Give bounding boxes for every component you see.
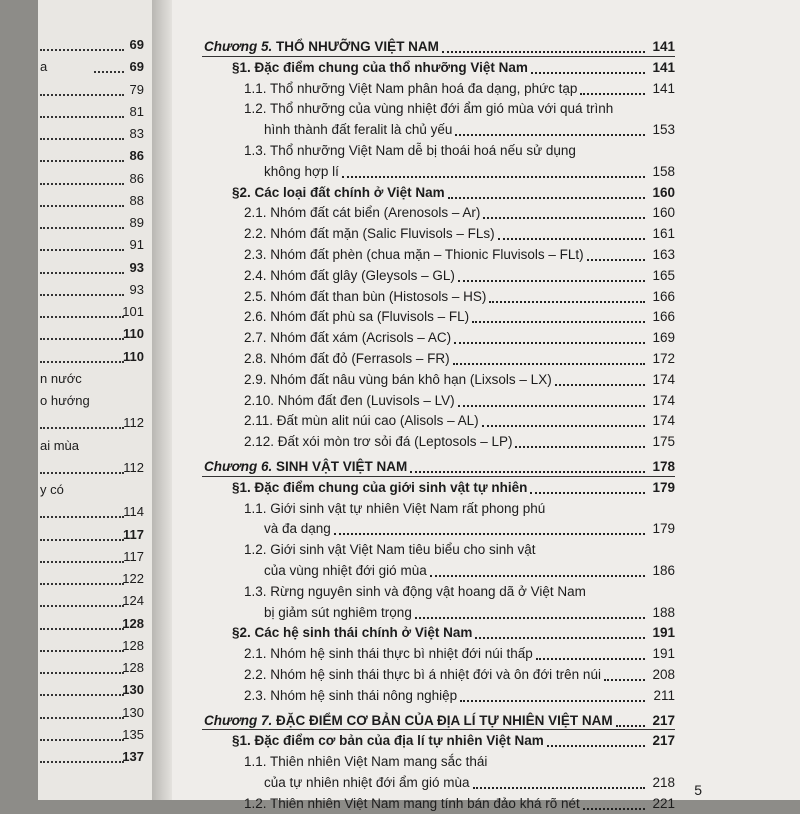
left-page-row: [38, 169, 144, 189]
entry-page-number: 188: [652, 604, 675, 620]
left-page-row: [38, 525, 144, 545]
left-page-row: [38, 235, 144, 255]
entry-page-number: 174: [652, 392, 675, 408]
dot-leader: [40, 160, 124, 162]
dot-leader: [40, 717, 124, 719]
left-page-row-page: 69: [129, 37, 144, 52]
entry-page-number: 163: [652, 247, 675, 262]
entry-title: 2.3. Nhóm hệ sinh thái nông nghiệp: [244, 687, 458, 703]
entry-page-number: 211: [653, 687, 675, 703]
entry-title: của vùng nhiệt đới gió mùa: [264, 563, 427, 578]
toc-item: [244, 349, 675, 369]
entry-title: 2.12. Đất xói mòn trơ sỏi đá (Leptosols – LP): [244, 434, 513, 450]
dot-leader: [40, 694, 124, 696]
dot-leader: [430, 575, 645, 577]
entry-title: 2.3. Nhóm đất phèn (chua mặn – Thionic Fluvisols – FLt): [244, 247, 584, 262]
left-page-row-page: 89: [129, 215, 144, 230]
dot-leader: [460, 700, 645, 702]
dot-leader: [442, 51, 645, 53]
dot-leader: [587, 259, 645, 261]
entry-title: 1.3. Thổ nhưỡng Việt Nam dễ bị thoái hoá nếu sử dụng: [244, 143, 576, 158]
toc-item: [244, 752, 675, 772]
dot-leader: [40, 561, 124, 563]
entry-title: của tự nhiên nhiệt đới ẩm gió mùa: [264, 775, 470, 790]
left-page-row: [38, 347, 144, 367]
dot-leader: [616, 725, 645, 727]
dot-leader: [483, 217, 645, 219]
left-page-row: [38, 302, 144, 322]
dot-leader: [40, 672, 124, 674]
dot-leader: [334, 533, 645, 535]
entry-page-number: 165: [652, 267, 675, 283]
dot-leader: [415, 617, 645, 619]
left-page-row-page: 93: [129, 281, 144, 297]
dot-leader: [458, 405, 645, 407]
left-page-row: [38, 480, 144, 500]
book-gutter: [152, 0, 172, 800]
left-page-row: [38, 569, 144, 589]
toc-item-continued: [264, 603, 675, 623]
left-page-row-page: 135: [122, 726, 144, 742]
dot-leader: [40, 205, 124, 207]
dot-leader: [40, 761, 124, 763]
entry-page-number: 217: [652, 733, 675, 749]
entry-title: 2.10. Nhóm đất đen (Luvisols – LV): [244, 392, 455, 408]
left-page-row: [38, 725, 144, 745]
left-page-row: [38, 436, 144, 456]
left-page-row: [38, 146, 144, 166]
toc-item: [244, 79, 675, 99]
left-page-row: [38, 458, 144, 478]
entry-title: hình thành đất feralit là chủ yếu: [264, 122, 453, 138]
left-page-row-page: 86: [129, 170, 144, 186]
left-page-row: [38, 324, 144, 344]
toc-item: [244, 99, 675, 119]
toc-item: [244, 370, 675, 390]
dot-leader: [555, 384, 645, 386]
chapter-heading: [204, 37, 439, 57]
toc-section: [232, 478, 675, 498]
toc-item: [244, 582, 675, 602]
entry-title: và đa dạng: [264, 521, 331, 537]
dot-leader: [40, 472, 124, 474]
entry-page-number: 169: [652, 330, 675, 346]
left-page-row-page: 93: [129, 259, 144, 275]
toc-item: [244, 686, 675, 706]
left-page-row-text: o hướng: [40, 393, 90, 408]
toc-item-continued: [264, 120, 675, 140]
left-page-row: [38, 413, 144, 433]
entry-title: 2.8. Nhóm đất đỏ (Ferrasols – FR): [244, 351, 450, 366]
entry-title: 2.11. Đất mùn alit núi cao (Alisols – AL): [244, 413, 479, 429]
dot-leader: [455, 134, 645, 136]
dot-leader: [515, 446, 645, 448]
left-page-row-text: a: [40, 59, 48, 75]
toc-item: [244, 540, 675, 560]
toc-section: [232, 183, 675, 203]
chapter-title: SINH VẬT VIỆT NAM: [275, 459, 408, 474]
dot-leader: [40, 227, 124, 229]
entry-page-number: 175: [652, 434, 675, 450]
entry-page-number: 141: [652, 80, 675, 96]
toc-item: [244, 141, 675, 161]
left-page-row: [38, 258, 144, 278]
left-page-row-page: 101: [122, 304, 144, 319]
left-page-row: [38, 658, 144, 678]
entry-page-number: 172: [652, 351, 675, 366]
left-page-row-page: 86: [129, 148, 144, 164]
left-page-row: [38, 703, 144, 723]
entry-page-number: 218: [652, 775, 675, 790]
toc-item-continued: [264, 519, 675, 539]
left-page: [38, 0, 153, 800]
chapter-heading: [204, 457, 407, 477]
entry-title: 2.7. Nhóm đất xám (Acrisols – AC): [244, 330, 452, 346]
entry-title: 1.3. Rừng nguyên sinh và động vật hoang dã ở Việt Nam: [244, 583, 586, 599]
left-page-row: [38, 591, 144, 611]
left-page-row-page: 110: [123, 326, 144, 342]
dot-leader: [40, 628, 124, 630]
left-page-row: [38, 636, 144, 656]
entry-title: 2.9. Nhóm đất nâu vùng bán khô hạn (Lixsols – LX): [244, 371, 552, 387]
left-page-row: [38, 547, 144, 567]
toc-item: [244, 411, 675, 431]
toc-item: [244, 794, 675, 814]
dot-leader: [498, 238, 645, 240]
toc-item-continued: [264, 773, 675, 793]
left-page-row-page: 110: [123, 348, 144, 364]
dot-leader: [40, 583, 124, 585]
left-page-row-page: 128: [122, 615, 144, 631]
entry-title: 2.1. Nhóm hệ sinh thái thực bì nhiệt đới núi thấp: [244, 646, 533, 662]
entry-page-number: 217: [652, 712, 675, 728]
toc-item: [244, 644, 675, 664]
toc-item: [244, 432, 675, 452]
entry-title: §1. Đặc điểm chung của thổ nhưỡng Việt Nam: [232, 59, 528, 75]
dot-leader: [40, 294, 124, 296]
entry-title: 1.2. Thiên nhiên Việt Nam mang tính bán đảo khá rõ nét: [244, 795, 580, 811]
entry-title: 1.1. Thổ nhưỡng Việt Nam phân hoá đa dạng, phức tạp: [244, 80, 578, 96]
entry-page-number: 166: [652, 288, 675, 304]
dot-leader: [482, 425, 645, 427]
entry-page-number: 161: [652, 226, 675, 242]
dot-leader: [580, 93, 645, 95]
left-page-row-page: 130: [122, 704, 144, 720]
entry-page-number: 158: [652, 163, 675, 179]
left-page-row-page: 83: [129, 126, 144, 141]
left-page-row-page: 122: [122, 571, 144, 586]
entry-page-number: 174: [652, 413, 675, 429]
entry-title: 2.2. Nhóm hệ sinh thái thực bì á nhiệt đới và ôn đới trên núi: [244, 667, 601, 682]
chapter-label: Chương 6.: [204, 459, 273, 474]
entry-title: 2.1. Nhóm đất cát biển (Arenosols – Ar): [244, 205, 481, 221]
toc-item: [244, 391, 675, 411]
chapter-rule: [202, 729, 675, 730]
entry-title: 2.5. Nhóm đất than bùn (Histosols – HS): [244, 288, 487, 304]
chapter-title: THỔ NHƯỠNG VIỆT NAM: [275, 39, 439, 54]
entry-title: 2.6. Nhóm đất phù sa (Fluvisols – FL): [244, 309, 470, 325]
toc-chapter: [204, 37, 675, 57]
dot-leader: [531, 72, 645, 74]
entry-page-number: 174: [652, 371, 675, 387]
entry-title: §1. Đặc điểm chung của giới sinh vật tự nhiên: [232, 479, 528, 495]
entry-page-number: 191: [652, 646, 675, 662]
left-page-row: [38, 614, 144, 634]
left-page-row-text: ai mùa: [40, 437, 80, 453]
chapter-label: Chương 5.: [204, 39, 273, 54]
dot-leader: [40, 116, 124, 118]
dot-leader: [40, 516, 124, 518]
dot-leader: [458, 280, 645, 282]
chapter-title: ĐẶC ĐIỂM CƠ BẢN CỦA ĐỊA LÍ TỰ NHIÊN VIỆT NAM: [275, 712, 613, 728]
toc-item: [244, 266, 675, 286]
left-page-row: [38, 102, 144, 122]
left-page-row: [38, 680, 144, 700]
dot-leader: [40, 316, 124, 318]
dot-leader: [472, 321, 645, 323]
left-page-row-page: 117: [123, 548, 144, 564]
dot-leader: [473, 787, 645, 789]
left-page-row: [38, 391, 144, 411]
left-page-row-page: 128: [122, 637, 144, 653]
left-page-row-page: 112: [123, 415, 144, 431]
chapter-heading: [204, 711, 613, 731]
right-page-table-of-contents: [172, 0, 800, 811]
entry-page-number: 141: [652, 39, 675, 54]
toc-item: [244, 287, 675, 307]
entry-title: §2. Các loại đất chính ở Việt Nam: [232, 184, 445, 200]
dot-leader: [547, 745, 645, 747]
left-page-row-page: 124: [122, 593, 144, 609]
toc-item: [244, 245, 675, 265]
dot-leader: [40, 361, 124, 363]
entry-title: §1. Đặc điểm cơ bản của địa lí tự nhiên Việt Nam: [232, 733, 544, 749]
entry-page-number: 179: [652, 479, 675, 495]
dot-leader: [489, 301, 645, 303]
dot-leader: [40, 183, 124, 185]
entry-title: 2.4. Nhóm đất glây (Gleysols – GL): [244, 267, 455, 283]
dot-leader: [583, 808, 645, 810]
left-page-row-page: 81: [129, 103, 144, 119]
dot-leader: [40, 605, 124, 607]
dot-leader: [454, 342, 645, 344]
chapter-label: Chương 7.: [204, 712, 273, 728]
dot-leader: [342, 176, 645, 178]
left-page-row-page: 69: [129, 59, 144, 75]
left-page-row: [38, 80, 144, 100]
dot-leader: [530, 492, 645, 494]
dot-leader: [410, 471, 645, 473]
entry-page-number: 178: [652, 459, 675, 474]
dot-leader: [453, 363, 645, 365]
left-page-row-page: 79: [129, 81, 144, 97]
dot-leader: [40, 49, 124, 51]
entry-page-number: 179: [652, 521, 675, 537]
entry-title: 2.2. Nhóm đất mặn (Salic Fluvisols – FLs): [244, 226, 495, 242]
left-page-row: [38, 747, 144, 767]
toc-chapter: [204, 457, 675, 477]
toc-item: [244, 224, 675, 244]
toc-item-continued: [264, 162, 675, 182]
dot-leader: [604, 679, 645, 681]
entry-page-number: 160: [652, 205, 675, 221]
chapter-rule: [202, 476, 675, 477]
page-number: 5: [694, 782, 702, 798]
toc-section: [232, 731, 675, 751]
toc-section: [232, 58, 675, 78]
dot-leader: [40, 249, 124, 251]
dot-leader: [40, 650, 124, 652]
left-page-row: [38, 57, 144, 77]
left-page-row-page: 128: [122, 660, 144, 675]
dot-leader: [40, 539, 124, 541]
entry-title: 1.2. Giới sinh vật Việt Nam tiêu biểu cho sinh vật: [244, 542, 536, 558]
left-page-row: [38, 280, 144, 300]
entry-page-number: 191: [652, 625, 675, 641]
entry-page-number: 141: [652, 59, 675, 75]
entry-title: 1.1. Giới sinh vật tự nhiên Việt Nam rất phong phú: [244, 500, 546, 516]
dot-leader: [448, 197, 645, 199]
left-page-row-text: n nước: [40, 370, 82, 386]
dot-leader: [40, 94, 124, 96]
entry-title: 1.2. Thổ nhưỡng của vùng nhiệt đới ẩm gió mùa với quá trình: [244, 101, 614, 117]
left-page-row: [38, 191, 144, 211]
left-page-row-page: 88: [129, 192, 144, 208]
toc-section: [232, 623, 675, 643]
dot-leader: [475, 637, 645, 639]
entry-title: 1.1. Thiên nhiên Việt Nam mang sắc thái: [244, 754, 488, 770]
left-page-row: [38, 213, 144, 233]
toc-chapter: [204, 711, 675, 731]
toc-item-continued: [264, 561, 675, 581]
left-page-row-page: 112: [123, 459, 144, 475]
chapter-rule: [202, 56, 675, 57]
left-page-row-page: 91: [129, 237, 144, 253]
left-page-row: [38, 35, 144, 55]
left-page-row-page: 137: [122, 749, 144, 764]
entry-page-number: 153: [652, 122, 675, 138]
left-page-row: [38, 369, 144, 389]
toc-item: [244, 328, 675, 348]
toc-item: [244, 203, 675, 223]
entry-title: §2. Các hệ sinh thái chính ở Việt Nam: [232, 625, 473, 641]
entry-page-number: 166: [652, 309, 675, 325]
toc-item: [244, 665, 675, 685]
dot-leader: [40, 739, 124, 741]
entry-page-number: 221: [652, 795, 675, 811]
left-page-row: [38, 502, 144, 522]
left-page-row-page: 114: [123, 504, 144, 520]
left-page-row-page: 117: [123, 526, 144, 542]
left-page-row: [38, 124, 144, 144]
left-page-row-text: y có: [40, 482, 64, 497]
entry-title: không hợp lí: [264, 163, 339, 179]
left-page-row-page: 130: [122, 682, 144, 698]
entry-title: bị giảm sút nghiêm trọng: [264, 604, 412, 620]
dot-leader: [40, 138, 124, 140]
toc-item: [244, 307, 675, 327]
toc-item: [244, 499, 675, 519]
dot-leader: [40, 427, 124, 429]
dot-leader: [40, 272, 124, 274]
dot-leader: [94, 71, 124, 73]
entry-page-number: 186: [652, 563, 675, 578]
dot-leader: [40, 338, 124, 340]
entry-page-number: 208: [652, 667, 675, 682]
dot-leader: [536, 658, 645, 660]
entry-page-number: 160: [652, 184, 675, 200]
